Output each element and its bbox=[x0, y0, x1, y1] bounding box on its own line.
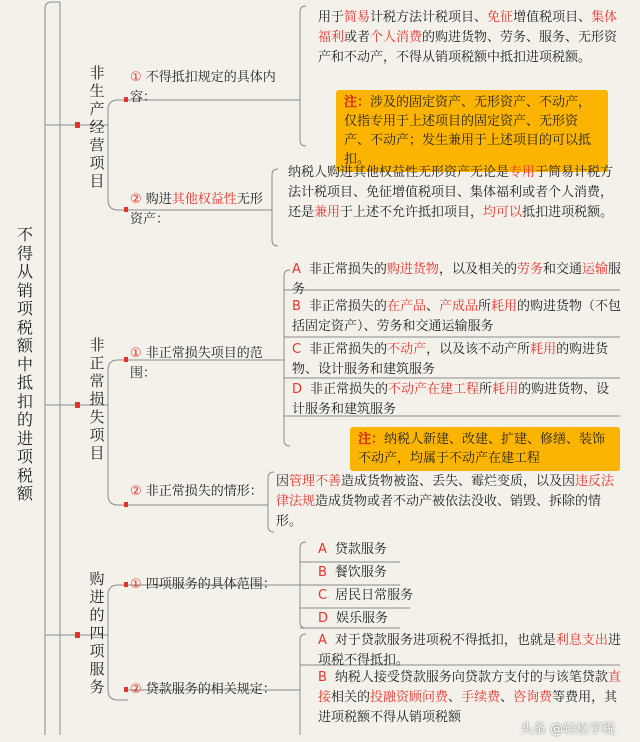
item-label: 不得抵扣规定的具体内容： bbox=[130, 70, 276, 105]
service-d-entertainment bbox=[318, 609, 388, 629]
service-b-catering bbox=[318, 563, 387, 583]
item-four-services-scope bbox=[130, 575, 295, 595]
text: 对于贷款服务进项税不得抵扣，也就是 bbox=[334, 633, 556, 648]
service-a-loan bbox=[318, 540, 387, 560]
root-title: 不得从销项税额中抵扣的进项税额 bbox=[16, 225, 33, 503]
service-c-resident bbox=[318, 586, 413, 606]
sub-letter: D bbox=[292, 382, 303, 397]
loan-rule-a bbox=[318, 631, 624, 671]
text: 的购进货物（不包括固定资产）、劳务和交通运输服务 bbox=[292, 299, 622, 334]
item-label: 贷款服务的相关规定： bbox=[145, 682, 276, 697]
sub-letter: A bbox=[318, 633, 327, 648]
text: 的购进货物、设计服务和建筑服务 bbox=[292, 342, 609, 377]
service-name: 餐饮服务 bbox=[334, 565, 387, 580]
highlight: 个人消费 bbox=[370, 30, 423, 45]
item-equity-intangible bbox=[130, 190, 275, 230]
highlight: 简易 bbox=[344, 10, 371, 25]
text: 于简易计税方法计税项目、免征增值税项目、集体福利或者个人消费，还是 bbox=[288, 165, 614, 220]
item-number: ① bbox=[130, 577, 142, 592]
text: 和交通 bbox=[542, 262, 582, 277]
item-abnormal-loss-situations bbox=[130, 482, 265, 502]
highlight: 专用 bbox=[509, 165, 536, 180]
item-label-post: 无形资产： bbox=[130, 192, 263, 227]
text: 的购进货物、设计服务和建筑服务 bbox=[292, 382, 610, 417]
highlight: 直接 bbox=[318, 670, 621, 705]
note-construction bbox=[350, 427, 620, 471]
highlight: 耗用 bbox=[530, 342, 557, 357]
text: 相关的 bbox=[331, 690, 371, 705]
service-name: 娱乐服务 bbox=[336, 611, 389, 626]
highlight: 劳务 bbox=[516, 262, 543, 277]
highlight: 咨询费 bbox=[513, 690, 553, 705]
text: 进项税不得抵扣。 bbox=[318, 633, 621, 668]
item-number: ② bbox=[130, 682, 142, 697]
text: 、 bbox=[425, 299, 439, 314]
sub-item-a-goods bbox=[292, 260, 622, 300]
sub-letter: B bbox=[318, 670, 327, 685]
text: 服务 bbox=[292, 262, 622, 297]
highlight: 兼用 bbox=[314, 205, 341, 220]
highlight: 违反法律法规 bbox=[276, 474, 615, 509]
item-abnormal-loss-scope bbox=[130, 344, 278, 384]
item-label: 非正常损失的情形： bbox=[145, 484, 263, 499]
section-title-four-services: 购进的四项服务 bbox=[89, 570, 105, 696]
text: 造成货物或者不动产被依法没收、销毁、拆除的情形。 bbox=[276, 494, 602, 529]
item-number: ① bbox=[130, 70, 142, 85]
detail-loss-situations bbox=[276, 472, 626, 532]
text: 、 bbox=[500, 690, 514, 705]
item-label: 非正常损失项目的范围： bbox=[130, 346, 263, 381]
text: 所 bbox=[477, 299, 491, 314]
highlight: 均可以 bbox=[483, 205, 523, 220]
text: 非正常损失的 bbox=[309, 342, 388, 357]
highlight: 不动产在建工程 bbox=[388, 382, 480, 397]
text: 非正常损失的 bbox=[310, 382, 389, 397]
section-title-non-production: 非生产经营项目 bbox=[89, 64, 105, 190]
text: 纳税人购进其他权益性无形资产无论是 bbox=[288, 165, 510, 180]
note-text: 纳税人新建、改建、扩建、修缮、装饰不动产，均属于不动产在建工程 bbox=[358, 432, 606, 466]
highlight: 免征 bbox=[487, 10, 514, 25]
text: 用于 bbox=[318, 10, 345, 25]
text: 等费用，其进项税额不得从销项税额 bbox=[318, 690, 618, 725]
item-number: ② bbox=[130, 192, 142, 207]
sub-letter: A bbox=[292, 262, 301, 277]
item-label-highlight: 其他权益性 bbox=[171, 192, 237, 207]
detail-simple-tax-method bbox=[318, 8, 630, 68]
highlight: 不动产 bbox=[387, 342, 427, 357]
text: 或者 bbox=[344, 30, 371, 45]
text: 因 bbox=[276, 474, 290, 489]
note-fixed-assets bbox=[336, 90, 608, 172]
service-name: 贷款服务 bbox=[334, 542, 387, 557]
item-number: ① bbox=[130, 346, 142, 361]
sub-letter: A bbox=[318, 542, 327, 557]
highlight: 购进货物 bbox=[386, 262, 439, 277]
text: ，以及相关的 bbox=[438, 262, 517, 277]
section-title-abnormal-loss: 非正常损失项目 bbox=[89, 336, 105, 462]
text: 、 bbox=[448, 690, 462, 705]
sub-letter: C bbox=[292, 342, 302, 357]
watermark: 头条 @轻松学税 bbox=[520, 722, 616, 737]
highlight: 在产品 bbox=[386, 299, 426, 314]
item-loan-service-rules bbox=[130, 680, 295, 700]
item-number: ② bbox=[130, 484, 142, 499]
text: 纳税人接受贷款服务向贷款方支付的与该笔贷款 bbox=[334, 670, 608, 685]
highlight: 投融资顾问费 bbox=[370, 690, 449, 705]
sub-letter: B bbox=[292, 299, 301, 314]
service-name: 居民日常服务 bbox=[335, 588, 414, 603]
sub-item-b-products bbox=[292, 297, 622, 337]
text: 增值税项目、 bbox=[513, 10, 592, 25]
sub-letter: D bbox=[318, 611, 329, 626]
item-non-deductible-content bbox=[130, 68, 290, 108]
highlight: 耗用 bbox=[491, 299, 518, 314]
item-label-pre: 购进 bbox=[145, 192, 172, 207]
sub-letter: B bbox=[318, 565, 327, 580]
highlight: 运输 bbox=[581, 262, 608, 277]
highlight: 利息支出 bbox=[555, 633, 608, 648]
note-label: 注： bbox=[358, 432, 385, 447]
sub-item-c-real-estate bbox=[292, 340, 622, 380]
note-text: 涉及的固定资产、无形资产、不动产，仅指专用于上述项目的固定资产、无形资产、不动产；发生兼用于上述项目的可以抵扣。 bbox=[344, 95, 592, 167]
text: ，以及该不动产所 bbox=[426, 342, 531, 357]
text: 计税方法计税项目、 bbox=[370, 10, 488, 25]
highlight: 集体福利 bbox=[318, 10, 618, 45]
item-label: 四项服务的具体范围： bbox=[145, 577, 276, 592]
text: 所 bbox=[479, 382, 493, 397]
highlight: 耗用 bbox=[492, 382, 519, 397]
note-label: 注： bbox=[344, 95, 371, 110]
text: 的购进货物、劳务、服务、无形资产和不动产，不得从销项税额中抵扣进项税额。 bbox=[318, 30, 618, 65]
highlight: 管理不善 bbox=[289, 474, 342, 489]
sub-letter: C bbox=[318, 588, 328, 603]
detail-equity-intangible bbox=[288, 163, 624, 223]
highlight: 产成品 bbox=[438, 299, 478, 314]
highlight: 手续费 bbox=[461, 690, 501, 705]
text: 非正常损失的 bbox=[308, 262, 387, 277]
text: 非正常损失的 bbox=[308, 299, 387, 314]
sub-item-d-construction bbox=[292, 380, 622, 420]
text: 抵扣进项税额。 bbox=[522, 205, 614, 220]
text: 造成货物被盗、丢失、霉烂变质，以及因 bbox=[341, 474, 576, 489]
text: 于上述不允许抵扣项目， bbox=[340, 205, 484, 220]
